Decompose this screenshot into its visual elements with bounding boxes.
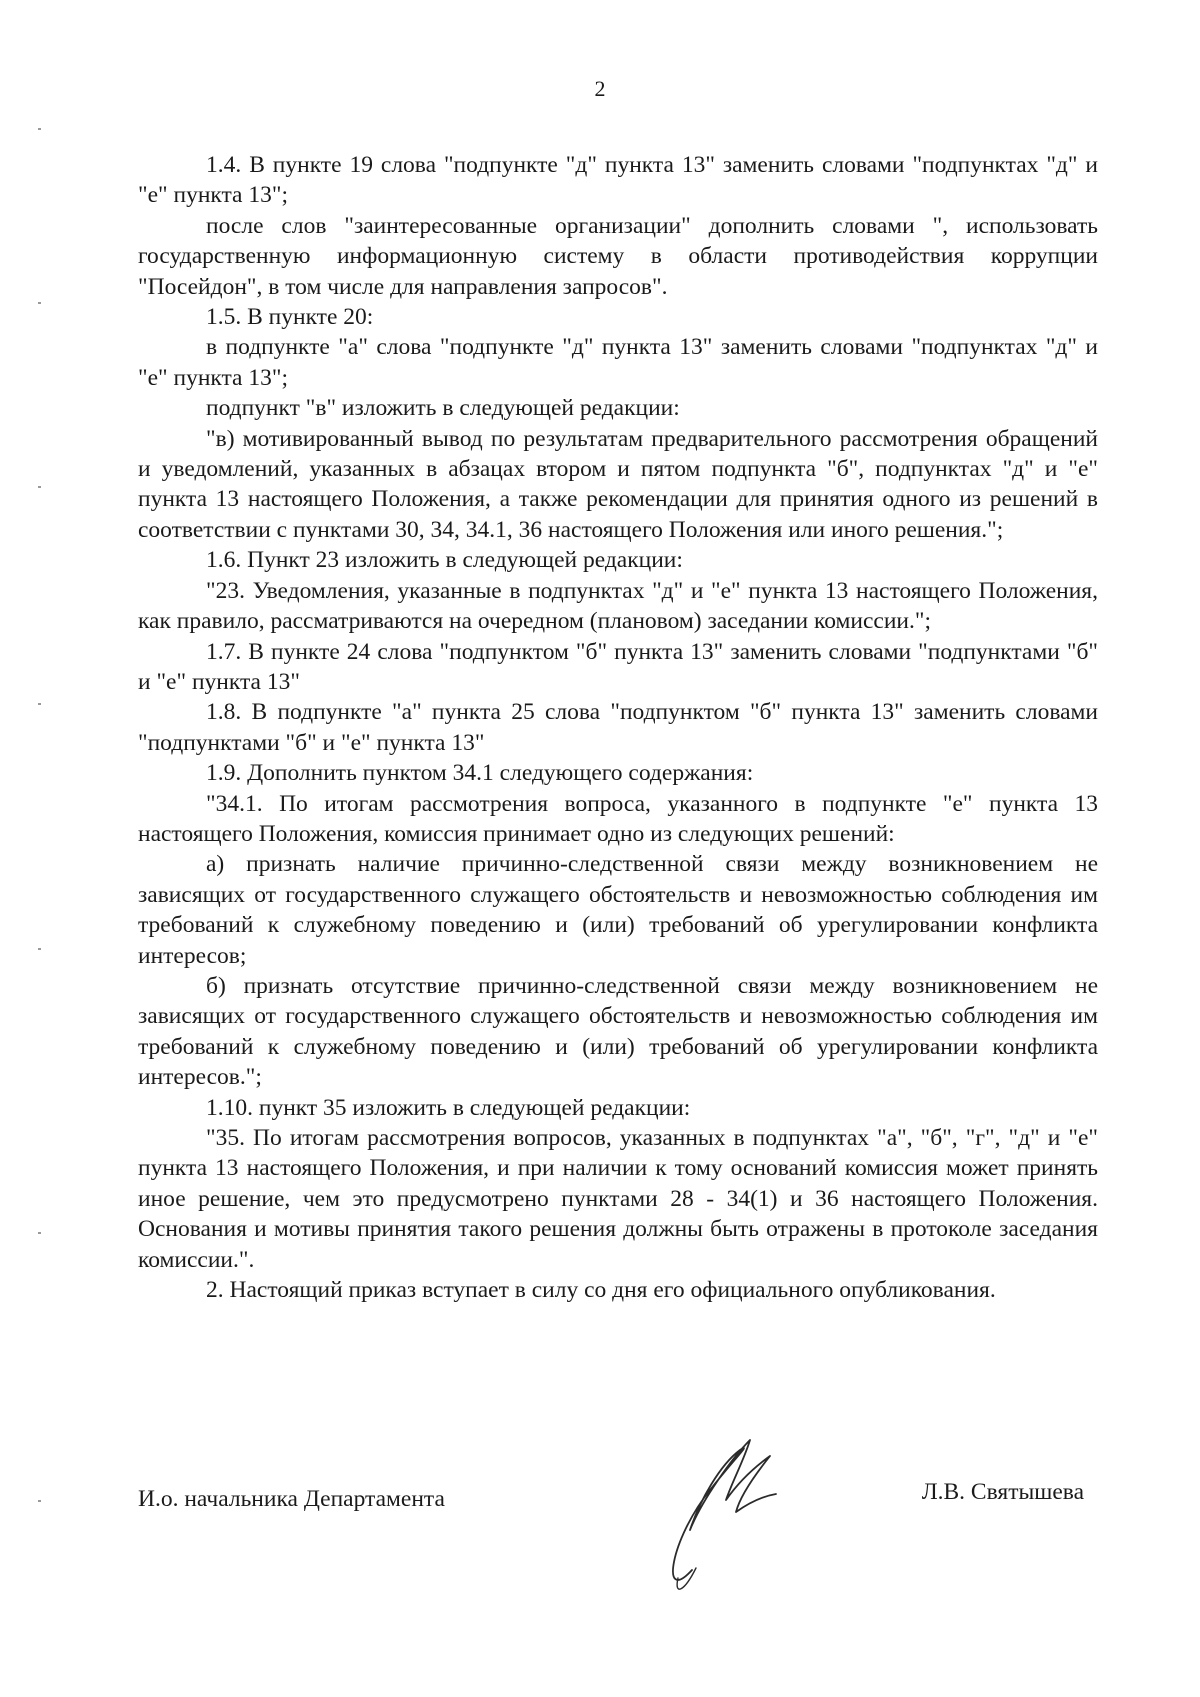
document-body [138, 150, 1098, 1305]
scan-artifact [38, 1232, 41, 1234]
paragraph-1-7: 1.7. В пункте 24 слова "подпунктом "б" пункта 13" заменить словами "подпунктами "б" и "е" пункта 13" [138, 638, 1098, 695]
scan-artifact [38, 302, 41, 304]
handwritten-signature-icon [640, 1420, 800, 1600]
paragraph-1-6: 1.6. Пункт 23 изложить в следующей редакции: [206, 547, 683, 574]
scan-artifact [38, 948, 41, 950]
paragraph-1-8: 1.8. В подпункте "а" пункта 25 слова "подпунктом "б" пункта 13" заменить словами "подпунктами "б" и "е" пункта 13" [138, 699, 1098, 756]
paragraph-1-5-a: в подпункте "а" слова "подпункте "д" пункта 13" заменить словами "подпунктах "д" и "е" пункта 13"; [138, 334, 1098, 391]
paragraph-34-1-b: б) признать отсутствие причинно-следственной связи между возникновением не зависящих от государственного служащего обстоятельств и невозможностью соблюдения им требований к служебному поведению и (или) требований об урегулировании конфликта интересов."; [138, 972, 1098, 1091]
paragraph-1-4-addition: после слов "заинтересованные организации" дополнить словами ", использовать государственную информационную систему в области противодействия коррупции "Посейдон", в том числе для направления запросов". [138, 212, 1098, 300]
scan-artifact [38, 1500, 41, 1502]
signatory-position: И.о. начальника Департамента [138, 1486, 445, 1512]
signatory-name: Л.В. Святышева [921, 1479, 1084, 1505]
paragraph-35-text: "35. По итогам рассмотрения вопросов, указанных в подпунктах "а", "б", "г", "д" и "е" пункта 13 настоящего Положения, и при наличии к тому оснований комиссия может принять иное решение, чем это предусмотрено пунктами 28 - 34(1) и 36 настоящего Положения. Основания и мотивы принятия такого решения должны быть отражены в протоколе заседания комиссии.". [138, 1125, 1098, 1273]
paragraph-34-1-a: а) признать наличие причинно-следственной связи между возникновением не зависящих от государственного служащего обстоятельств и невозможностью соблюдения им требований к служебному поведению и (или) требований об урегулировании конфликта интересов; [138, 851, 1098, 969]
paragraph-1-4: 1.4. В пункте 19 слова "подпункте "д" пункта 13" заменить словами "подпунктах "д" и "е" пункта 13"; [138, 152, 1098, 209]
paragraph-1-6-text: "23. Уведомления, указанные в подпунктах "д" и "е" пункта 13 настоящего Положения, как правило, рассматриваются на очередном (плановом) заседании комиссии."; [138, 577, 1098, 635]
paragraph-1-5-v-text: "в) мотивированный вывод по результатам предварительного рассмотрения обращений и уведомлений, указанных в абзацах втором и пятом подпункта "б", подпунктах "д" и "е" пункта 13 настоящего Положения, а также рекомендации для принятия одного из решений в соответствии с пунктами 30, 34, 34.1, 36 настоящего Положения или иного решения."; [138, 425, 1098, 543]
paragraph-34-1: "34.1. По итогам рассмотрения вопроса, указанного в подпункте "е" пункта 13 настоящего Положения, комиссия принимает одно из следующих решений: [138, 790, 1098, 847]
paragraph-1-5: 1.5. В пункте 20: [206, 304, 374, 331]
scan-artifact [38, 128, 41, 130]
scan-artifact [38, 486, 41, 488]
scan-artifact [38, 703, 41, 705]
paragraph-2: 2. Настоящий приказ вступает в силу со дня его официального опубликования. [206, 1277, 996, 1304]
page-number: 2 [594, 76, 606, 101]
paragraph-1-10: 1.10. пункт 35 изложить в следующей редакции: [206, 1094, 691, 1121]
paragraph-1-9: 1.9. Дополнить пунктом 34.1 следующего содержания: [206, 760, 754, 787]
paragraph-1-5-v-intro: подпункт "в" изложить в следующей редакции: [206, 395, 680, 422]
